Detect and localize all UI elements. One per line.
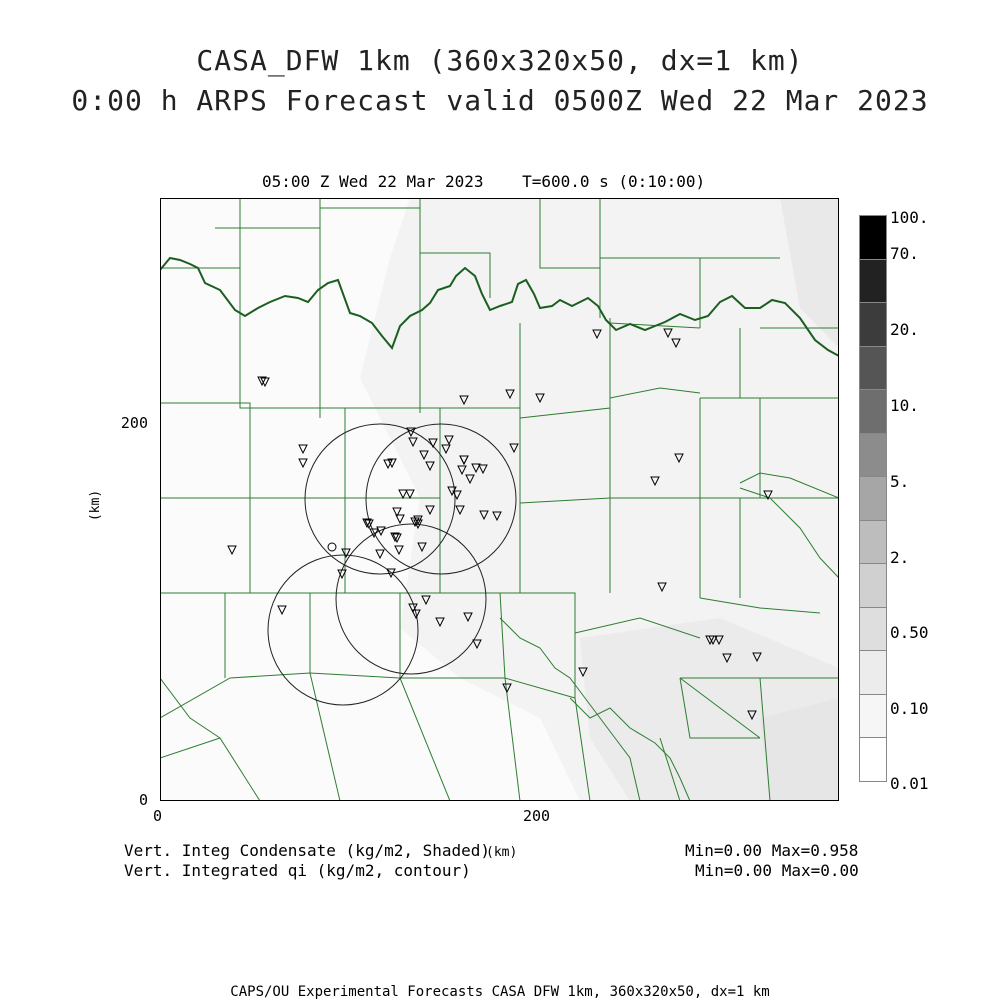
legend-color-box bbox=[859, 694, 887, 739]
footer-field-minmax: Min=0.00 Max=0.958 bbox=[685, 841, 859, 860]
legend-label: 100. bbox=[890, 208, 929, 227]
x-tick-200: 200 bbox=[523, 807, 551, 825]
legend-label: 2. bbox=[890, 548, 910, 567]
x-axis-unit: (km) bbox=[486, 845, 518, 860]
legend-label: 20. bbox=[890, 320, 919, 339]
legend-color-box bbox=[859, 607, 887, 652]
legend-label: 0.01 bbox=[890, 774, 929, 793]
legend-label: 5. bbox=[890, 472, 910, 491]
legend-color-box bbox=[859, 737, 887, 782]
legend-color-box bbox=[859, 259, 887, 304]
legend-label: 70. bbox=[890, 244, 919, 263]
color-legend bbox=[859, 215, 887, 781]
legend-color-box bbox=[859, 346, 887, 391]
legend-color-box bbox=[859, 215, 887, 260]
legend-color-box bbox=[859, 389, 887, 434]
legend-label: 10. bbox=[890, 396, 919, 415]
y-axis-unit: (km) bbox=[88, 489, 104, 522]
footer-contour-label: Vert. Integrated qi (kg/m2, contour) bbox=[124, 861, 471, 880]
footer-contour-minmax: Min=0.00 Max=0.00 bbox=[695, 861, 859, 880]
legend-color-box bbox=[859, 302, 887, 347]
legend-color-box bbox=[859, 433, 887, 478]
legend-label: 0.10 bbox=[890, 699, 929, 718]
legend-label: 0.50 bbox=[890, 623, 929, 642]
legend-color-box bbox=[859, 476, 887, 521]
y-tick-200: 200 bbox=[120, 414, 148, 432]
map-plot bbox=[160, 198, 839, 801]
y-tick-0: 0 bbox=[138, 791, 148, 809]
legend-color-box bbox=[859, 650, 887, 695]
legend-color-box bbox=[859, 563, 887, 608]
credit-line: CAPS/OU Experimental Forecasts CASA DFW 1km, 360x320x50, dx=1 km bbox=[230, 984, 770, 1000]
x-tick-0: 0 bbox=[153, 807, 163, 825]
title-line-2: 0:00 h ARPS Forecast valid 0500Z Wed 22 Mar 2023 bbox=[71, 84, 929, 117]
title-line-1: CASA_DFW 1km (360x320x50, dx=1 km) bbox=[196, 44, 804, 77]
footer-field-label: Vert. Integ Condensate (kg/m2, Shaded) bbox=[124, 841, 491, 860]
legend-color-box bbox=[859, 520, 887, 565]
valid-time-subtitle: 05:00 Z Wed 22 Mar 2023 T=600.0 s (0:10:00) bbox=[262, 172, 706, 191]
